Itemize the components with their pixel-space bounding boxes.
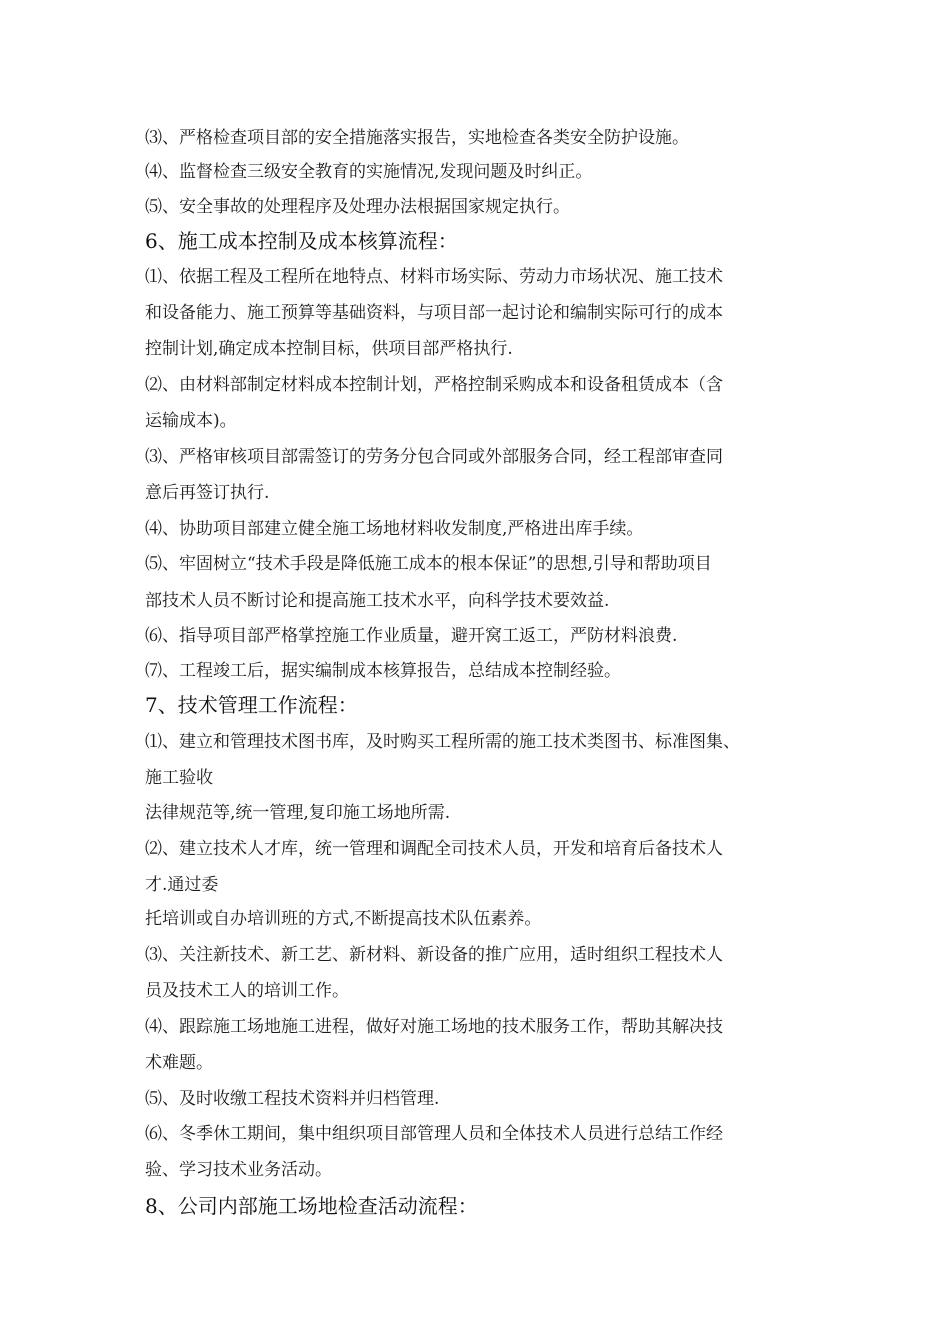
list-item-6-quality-control: ⑹、指导项目部严格掌控施工作业质量，避开窝工返工，严防材料浪费. <box>145 626 678 646</box>
list-item-4-site-tracking-line-2: 术难题。 <box>145 1053 213 1073</box>
list-item-3-contract-review-line-2: 意后再签订执行. <box>145 483 270 503</box>
list-item-2-talent-pool-line-1: ⑵、建立技术人才库，统一管理和调配全司技术人员，开发和培育后备技术人 <box>145 839 723 859</box>
list-item-4-site-tracking-line-1: ⑷、跟踪施工场地施工进程，做好对施工场地的技术服务工作，帮助其解决技 <box>145 1017 723 1037</box>
list-item-2-material-cost-line-1: ⑵、由材料部制定材料成本控制计划，严格控制采购成本和设备租赁成本（含 <box>145 375 723 395</box>
list-item-5-technical-means-line-1: ⑸、牢固树立“技术手段是降低施工成本的根本保证”的思想,引导和帮助项目 <box>145 554 712 574</box>
list-item-2-material-cost-line-2: 运输成本)。 <box>145 411 237 431</box>
list-item-1-cost-plan-line-1: ⑴、依据工程及工程所在地特点、材料市场实际、劳动力市场状况、施工技术 <box>145 267 723 287</box>
list-item-3-new-technology-line-2: 员及技术工人的培训工作。 <box>145 981 349 1001</box>
list-item-6-winter-training-line-2: 验、学习技术业务活动。 <box>145 1160 332 1180</box>
list-item-5-accident-handling: ⑸、安全事故的处理程序及处理办法根据国家规定执行。 <box>145 197 570 217</box>
list-item-6-winter-training-line-1: ⑹、冬季休工期间，集中组织项目部管理人员和全体技术人员进行总结工作经 <box>145 1124 723 1144</box>
list-item-3-inspect-safety-measures: ⑶、严格检查项目部的安全措施落实报告，实地检查各类安全防护设施。 <box>145 128 689 148</box>
list-item-1-tech-library-line-1: ⑴、建立和管理技术图书库，及时购买工程所需的施工技术类图书、标准图集、 <box>145 732 740 752</box>
list-item-1-cost-plan-line-2: 和设备能力、施工预算等基础资料，与项目部一起讨论和编制实际可行的成本 <box>145 303 723 323</box>
list-item-3-contract-review-line-1: ⑶、严格审核项目部需签订的劳务分包合同或外部服务合同，经工程部审查同 <box>145 447 723 467</box>
list-item-1-cost-plan-line-3: 控制计划,确定成本控制目标，供项目部严格执行. <box>145 339 513 359</box>
list-item-5-archive-records: ⑸、及时收缴工程技术资料并归档管理. <box>145 1089 440 1109</box>
list-item-2-talent-pool-line-2: 才.通过委 <box>145 875 219 895</box>
list-item-3-new-technology-line-1: ⑶、关注新技术、新工艺、新材料、新设备的推广应用，适时组织工程技术人 <box>145 945 723 965</box>
list-item-2-talent-pool-line-3: 托培训或自办培训班的方式,不断提高技术队伍素养。 <box>145 909 542 929</box>
section-heading-8: 8、公司内部施工场地检查活动流程： <box>145 1194 478 1218</box>
section-heading-6: 6、施工成本控制及成本核算流程： <box>145 229 458 253</box>
list-item-4-supervise-safety-education: ⑷、监督检查三级安全教育的实施情况,发现问题及时纠正。 <box>145 162 593 182</box>
list-item-4-material-system: ⑷、协助项目部建立健全施工场地材料收发制度,严格进出库手续。 <box>145 519 644 539</box>
list-item-1-tech-library-line-2: 施工验收 <box>145 768 213 788</box>
list-item-1-tech-library-line-3: 法律规范等,统一管理,复印施工场地所需. <box>145 803 451 823</box>
list-item-5-technical-means-line-2: 部技术人员不断讨论和提高施工技术水平，向科学技术要效益. <box>145 591 610 611</box>
list-item-7-cost-report: ⑺、工程竣工后，据实编制成本核算报告，总结成本控制经验。 <box>145 661 621 681</box>
section-heading-7: 7、技术管理工作流程： <box>145 693 358 717</box>
